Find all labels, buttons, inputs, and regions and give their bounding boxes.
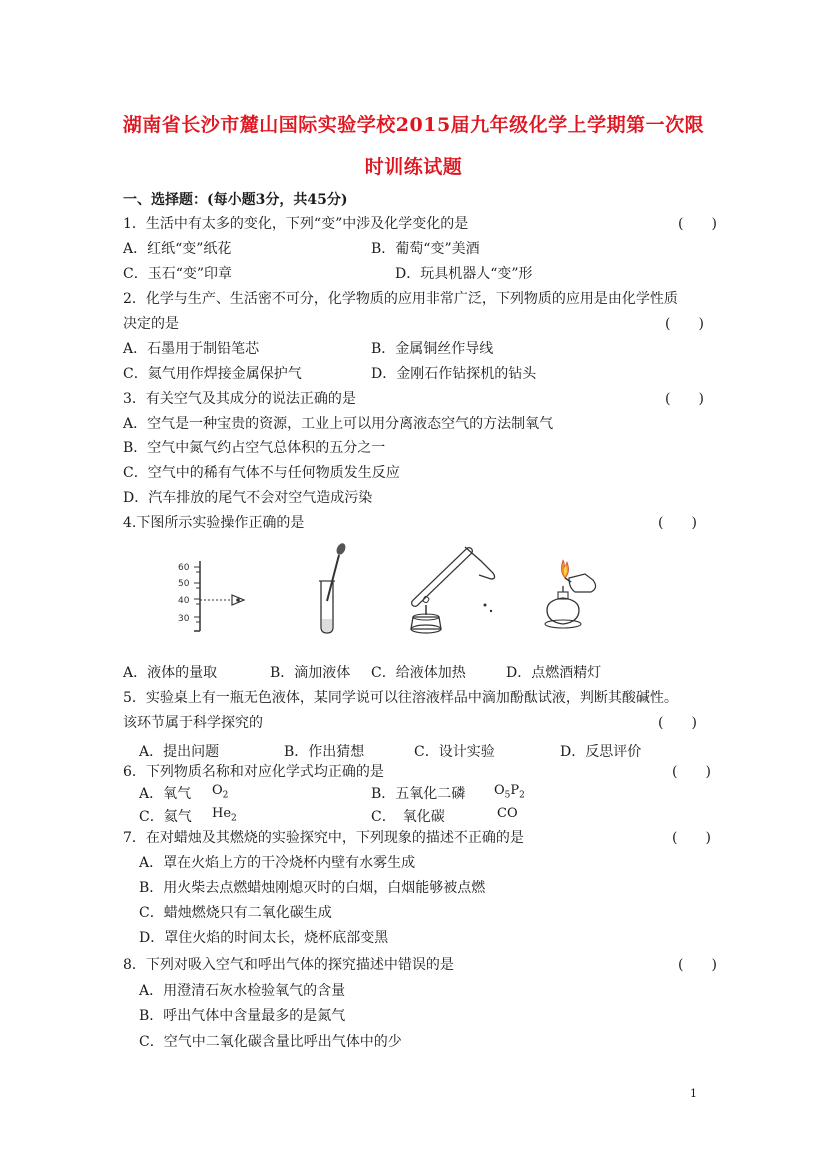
q6-formula-d: CO	[497, 806, 518, 821]
q7-option-c: C．蜡烛燃烧只有二氧化碳生成	[139, 905, 332, 921]
q6-formula-c: $He_2$	[212, 806, 237, 824]
section-heading: 一、选择题：(每小题3分，共45分)	[123, 192, 348, 208]
q6-formula-b: $O_5P_2$	[494, 783, 525, 801]
heating-test-tube-figure	[405, 543, 500, 635]
q4-stem: 4.下图所示实验操作正确的是	[123, 515, 305, 531]
dropper-test-tube-figure	[305, 543, 355, 635]
q5-option-c: C．设计实验	[414, 744, 495, 760]
q6-option-d: C． 氧化碳	[371, 809, 445, 825]
q3-option-b: B．空气中氮气约占空气总体积的五分之一	[123, 440, 386, 456]
q2-stem-2: 决定的是	[123, 316, 179, 332]
q6-formula-a: $O_2$	[212, 783, 229, 801]
q6-option-a: A．氧气	[139, 786, 192, 802]
q7-answer-blank: ( )	[672, 830, 711, 846]
q5-answer-blank: ( )	[658, 715, 697, 731]
q8-stem: 8．下列对吸入空气和呼出气体的探究描述中错误的是	[123, 957, 454, 973]
q4-option-d: D．点燃酒精灯	[506, 665, 602, 681]
q4-answer-blank: ( )	[658, 515, 697, 531]
q2-option-c: C．氦气用作焊接金属保护气	[123, 366, 302, 382]
q5-stem-2: 该环节属于科学探究的	[123, 715, 263, 731]
page-number: 1	[690, 1087, 697, 1100]
q3-stem: 3．有关空气及其成分的说法正确的是	[123, 391, 356, 407]
q1-option-b: B．葡萄“变”美酒	[371, 241, 480, 257]
q8-option-c: C．空气中二氧化碳含量比呼出气体中的少	[139, 1034, 402, 1050]
q6-answer-blank: ( )	[672, 764, 711, 780]
q1-option-c: C．玉石“变”印章	[123, 266, 233, 282]
title-line-1: 湖南省长沙市麓山国际实验学校2015届九年级化学上学期第一次限	[122, 114, 705, 136]
q4-option-a: A．液体的量取	[123, 665, 218, 681]
q2-option-b: B．金属铜丝作导线	[371, 341, 494, 357]
q2-option-a: A．石墨用于制铅笔芯	[123, 341, 260, 357]
q2-stem-1: 2．化学与生产、生活密不可分，化学物质的应用非常广泛，下列物质的应用是由化学性质	[123, 291, 678, 307]
alcohol-lamp-lighting-figure	[533, 552, 603, 634]
q1-answer-blank: ( )	[678, 216, 717, 232]
q3-option-a: A．空气是一种宝贵的资源，工业上可以用分离液态空气的方法制氧气	[123, 416, 554, 432]
q1-stem: 1．生活中有太多的变化，下列“变”中涉及化学变化的是	[123, 216, 469, 232]
q4-option-c: C．给液体加热	[371, 665, 466, 681]
tick-label-50: 50	[178, 579, 190, 589]
q7-option-a: A．罩在火焰上方的干冷烧杯内壁有水雾生成	[139, 855, 416, 871]
q3-answer-blank: ( )	[665, 391, 704, 407]
q1-option-d: D．玩具机器人“变”形	[395, 266, 533, 282]
q6-stem: 6．下列物质名称和对应化学式均正确的是	[123, 764, 384, 780]
q8-option-a: A．用澄清石灰水检验氧气的含量	[139, 983, 346, 999]
graduated-cylinder-figure	[172, 555, 252, 635]
title-line-2: 时训练试题	[364, 156, 463, 178]
q5-option-b: B．作出猜想	[284, 744, 365, 760]
q3-option-d: D．汽车排放的尾气不会对空气造成污染	[123, 490, 373, 506]
q1-option-a: A．红纸“变”纸花	[123, 241, 232, 257]
q5-stem-1: 5．实验桌上有一瓶无色液体，某同学说可以往溶液样品中滴加酚酞试液，判断其酸碱性。	[123, 690, 678, 706]
q5-option-a: A．提出问题	[139, 744, 220, 760]
q3-option-c: C．空气中的稀有气体不与任何物质发生反应	[123, 465, 400, 481]
tick-label-60: 60	[178, 563, 190, 573]
q5-option-d: D．反思评价	[560, 744, 642, 760]
q7-option-d: D．罩住火焰的时间太长，烧杯底部变黑	[139, 930, 389, 946]
q4-option-b: B．滴加液体	[270, 665, 351, 681]
q7-option-b: B．用火柴去点燃蜡烛刚熄灭时的白烟，白烟能够被点燃	[139, 880, 486, 896]
q6-option-b: B．五氧化二磷	[371, 786, 466, 802]
tick-label-40: 40	[178, 596, 190, 606]
q8-answer-blank: ( )	[678, 957, 717, 973]
q2-option-d: D．金刚石作钻探机的钻头	[371, 366, 537, 382]
q6-option-c: C．氦气	[139, 809, 192, 825]
tick-label-30: 30	[178, 614, 190, 624]
q7-stem: 7．在对蜡烛及其燃烧的实验探究中，下列现象的描述不正确的是	[123, 830, 524, 846]
q8-option-b: B．呼出气体中含量最多的是氮气	[139, 1008, 346, 1024]
q2-answer-blank: ( )	[665, 316, 704, 332]
